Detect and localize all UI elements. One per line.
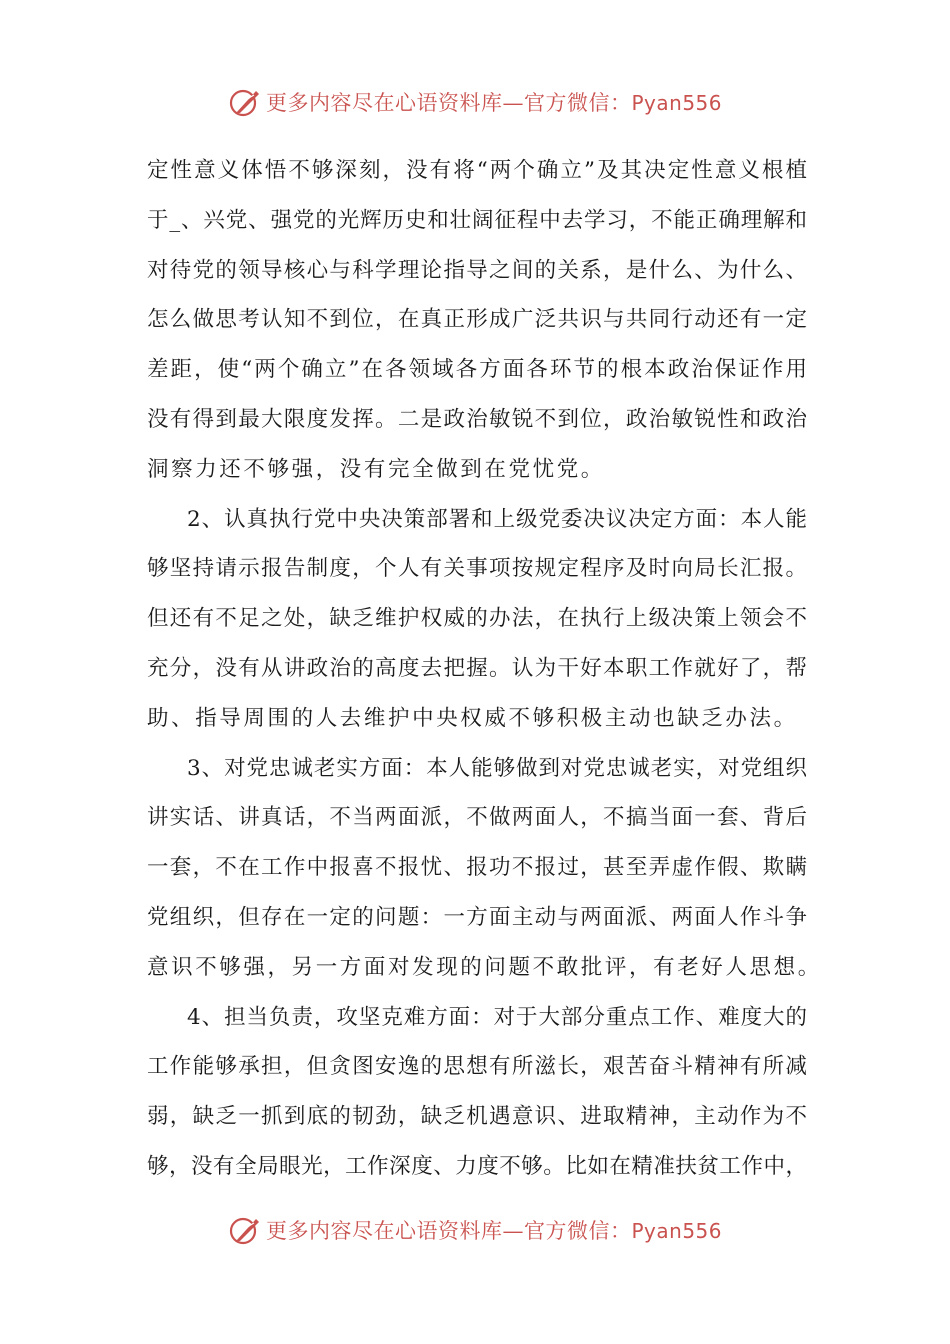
quill-logo-icon <box>228 85 262 119</box>
text-line: 一套，不在工作中报喜不报忧、报功不报过，甚至弄虚作假、欺瞒 <box>147 855 807 881</box>
text-line: 党组织，但存在一定的问题：一方面主动与两面派、两面人作斗争 <box>147 904 807 930</box>
quill-logo-icon <box>228 1213 262 1247</box>
text-line: 怎么做思考认知不到位，在真正形成广泛共识与共同行动还有一定 <box>147 307 807 333</box>
text-line: 于_、兴党、强党的光辉历史和壮阔征程中去学习，不能正确理解和 <box>147 207 807 233</box>
text-line: 助、指导周围的人去维护中央权威不够积极主动也缺乏办法。 <box>147 705 798 731</box>
text-line: 差距，使“两个确立”在各领域各方面各环节的根本政治保证作用 <box>147 357 807 383</box>
text-line: 工作能够承担，但贪图安逸的思想有所滋长，艰苦奋斗精神有所减 <box>147 1054 807 1080</box>
document-body <box>147 146 822 1192</box>
text-line: 定性意义体悟不够深刻，没有将“两个确立”及其决定性意义根植 <box>147 158 807 183</box>
text-line: 够坚持请示报告制度，个人有关事项按规定程序及时向局长汇报。 <box>147 556 807 582</box>
text-line: 对待党的领导核心与科学理论指导之间的关系，是什么、为什么、 <box>147 257 807 283</box>
text-line: 讲实话、讲真话，不当两面派，不做两面人，不搞当面一套、背后 <box>147 805 807 831</box>
paragraph-start: 4、担当负责，攻坚克难方面：对于大部分重点工作、难度大的 <box>187 1004 807 1030</box>
paragraph-start: 2、认真执行党中央决策部署和上级党委决议决定方面：本人能 <box>187 506 807 532</box>
text-line: 意识不够强，另一方面对发现的问题不敢批评，有老好人思想。 <box>147 954 822 980</box>
text-line: 但还有不足之处，缺乏维护权威的办法，在执行上级决策上领会不 <box>147 606 807 632</box>
text-line: 充分，没有从讲政治的高度去把握。认为干好本职工作就好了，帮 <box>147 655 807 681</box>
text-line: 洞察力还不够强，没有完全做到在党忧党。 <box>147 456 605 482</box>
text-line: 没有得到最大限度发挥。二是政治敏锐不到位，政治敏锐性和政治 <box>147 406 807 432</box>
text-line: 够，没有全局眼光，工作深度、力度不够。比如在精准扶贫工作中， <box>147 1153 807 1179</box>
watermark-text: 更多内容尽在心语资料库—官方微信：Pyan556 <box>265 1219 722 1243</box>
paragraph-start: 3、对党忠诚老实方面：本人能够做到对党忠诚老实，对党组织 <box>187 755 807 781</box>
header-watermark <box>0 82 950 122</box>
text-line: 弱，缺乏一抓到底的韧劲，缺乏机遇意识、进取精神，主动作为不 <box>147 1104 807 1130</box>
watermark-text: 更多内容尽在心语资料库—官方微信：Pyan556 <box>265 91 722 115</box>
footer-watermark <box>0 1210 950 1250</box>
